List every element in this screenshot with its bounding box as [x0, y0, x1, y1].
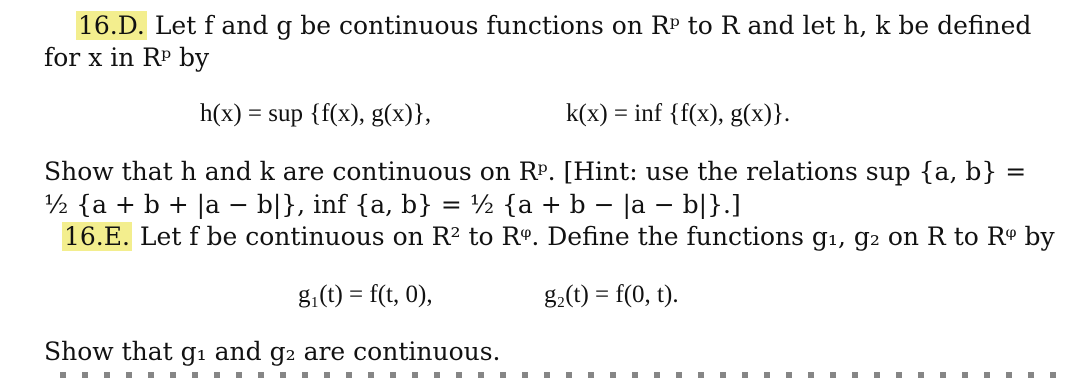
equation-h: h(x) = sup {f(x), g(x)},: [200, 100, 432, 127]
exercise-16e-line-2: Show that g₁ and g₂ are continuous.: [44, 337, 501, 366]
equation-k: k(x) = inf {f(x), g(x)}.: [566, 100, 791, 127]
exercise-16d-text-1: Let f and g be continuous functions on Rᵖ to R and let h, k be defined: [154, 11, 1032, 40]
equation-g1: g₁(t) = f(t, 0),: [298, 281, 433, 308]
exercise-16d-line-1: [76, 10, 1031, 42]
exercise-16d-line-2: for x in Rᵖ by: [44, 43, 210, 72]
exercise-16e-line-1: [62, 221, 1055, 253]
exercise-16e-label: 16.E.: [64, 222, 130, 251]
exercise-16d-line-4: ½ {a + b + |a − b|}, inf {a, b} = ½ {a + b − |a − b|}.]: [44, 190, 741, 219]
exercise-16e-text-1: Let f be continuous on R² to Rᵠ. Define the functions g₁, g₂ on R to Rᵠ by: [139, 222, 1055, 251]
exercise-16d-line-3: Show that h and k are continuous on Rᵖ. [Hint: use the relations sup {a, b} =: [44, 157, 1027, 186]
clipped-next-line: [60, 372, 1060, 378]
equation-g2: g₂(t) = f(0, t).: [544, 281, 679, 308]
exercise-16d-label: 16.D.: [78, 11, 145, 40]
